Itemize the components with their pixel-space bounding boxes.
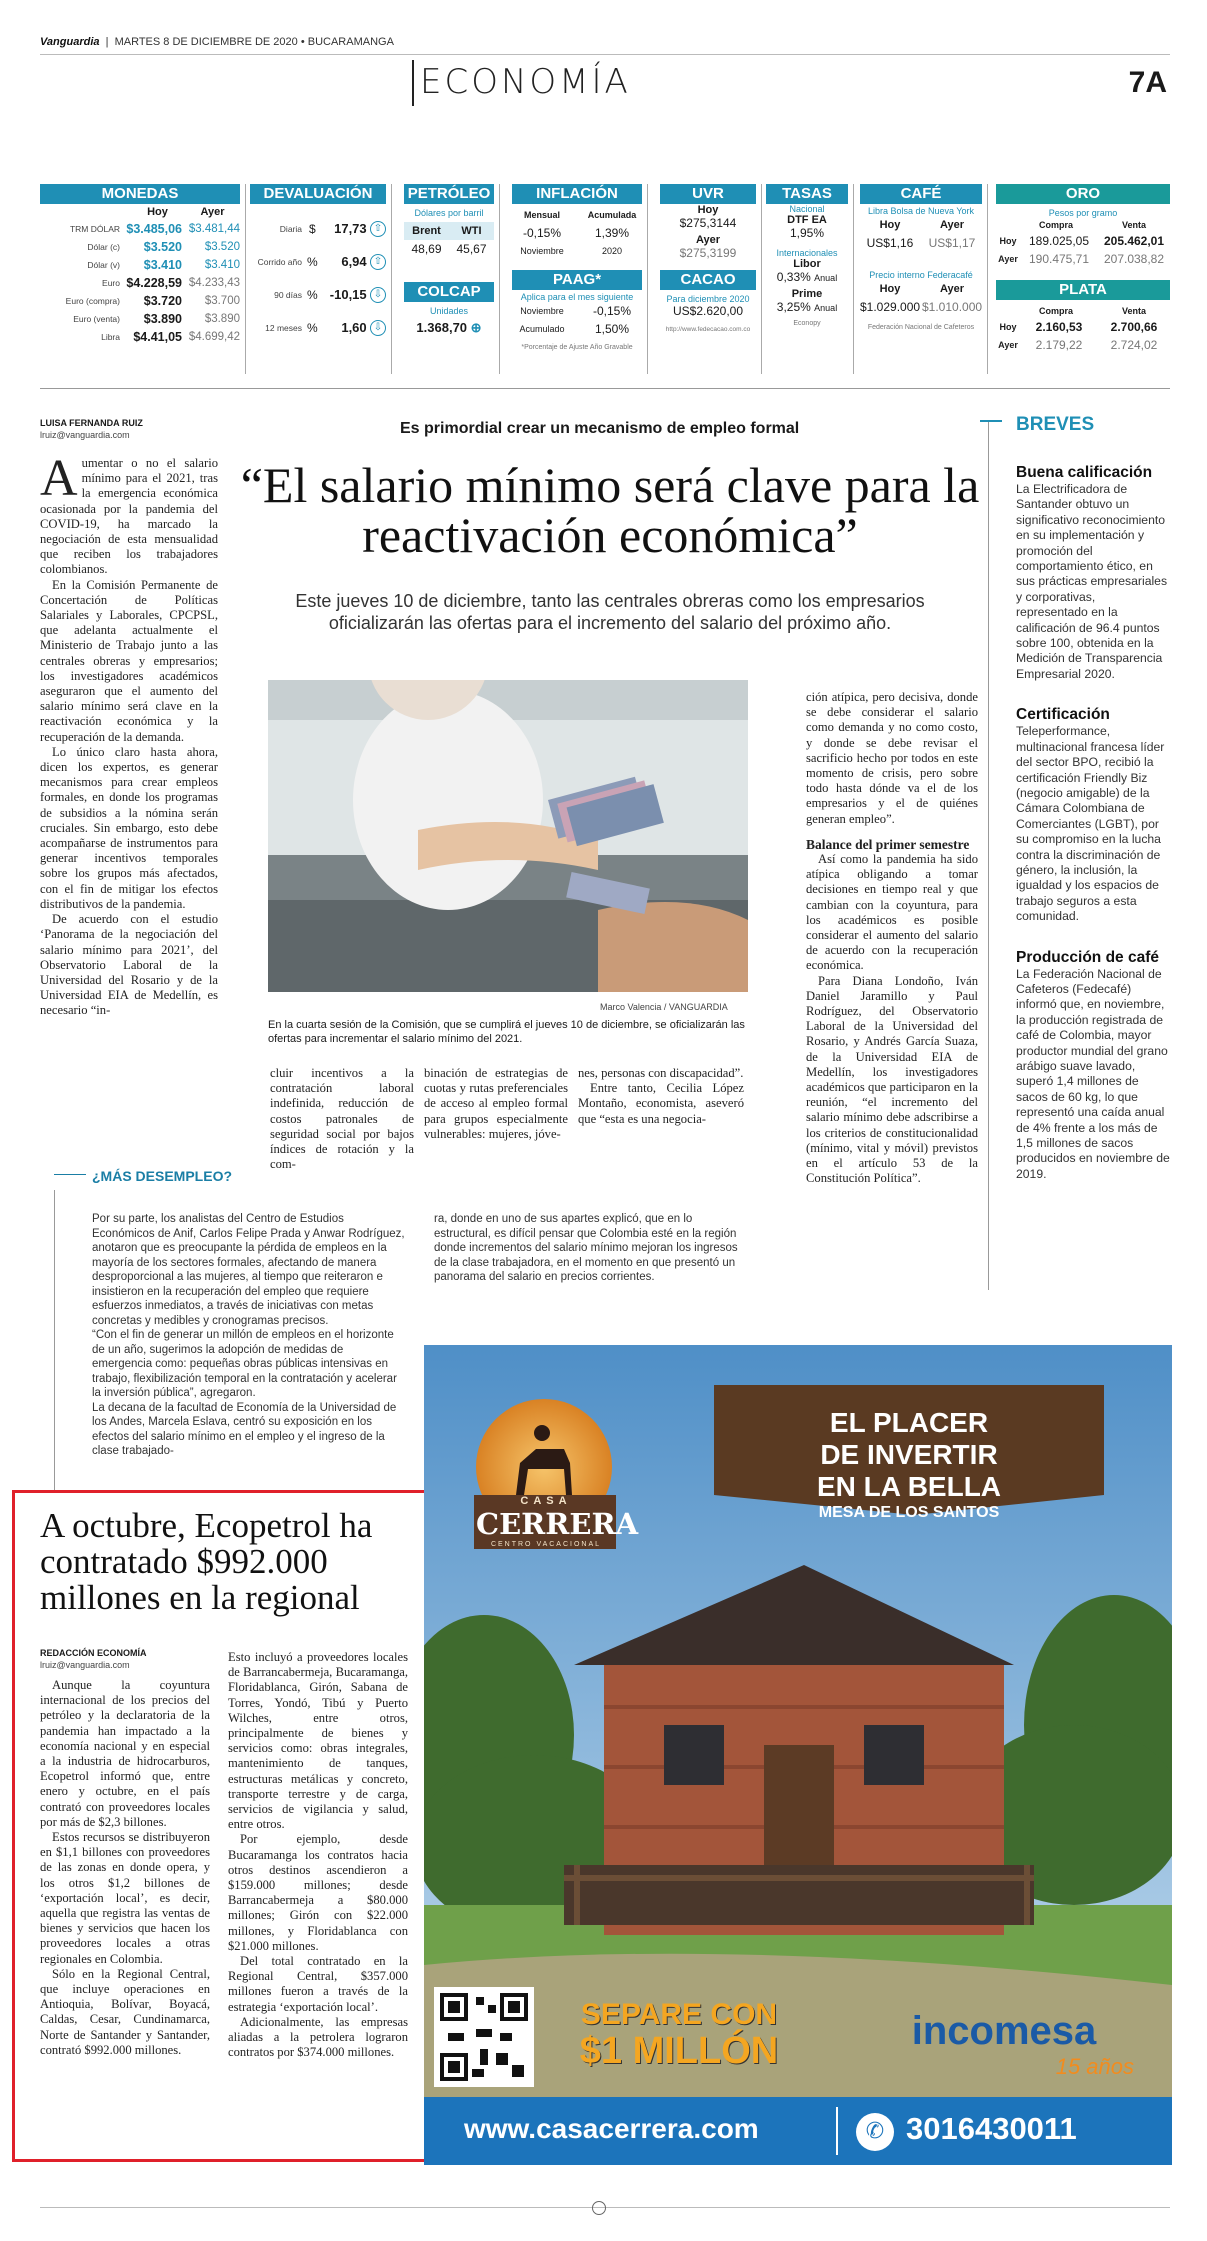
paragraph: Sólo en la Regional Central, que incluye operaciones en Antioquia, Bolívar, Boyacá, Caldas, Cesar, Cundinamarca, Norte de Santander y Santander, contrató $992.000 millones. bbox=[40, 1966, 210, 2057]
moneda-hoy: $3.720 bbox=[143, 294, 182, 308]
cafe-box bbox=[860, 184, 982, 374]
ecopetrol-email: lruiz@vanguardia.com bbox=[40, 1660, 130, 1670]
colcap-value: 1.368,70 ⊕ bbox=[416, 320, 482, 335]
moneda-ayer: $3.890 bbox=[204, 313, 240, 325]
breve-head: Producción de café bbox=[1016, 948, 1159, 966]
cacao-source: http://www.fedecacao.com.co bbox=[665, 326, 751, 333]
moneda-label: Euro (compra) bbox=[65, 296, 120, 306]
col3-text: binación de estrategias de cuotas y rutas preferenciales de acceso al empleo formal para grupos especialmente vulnerables: mujeres, jóve- bbox=[424, 1066, 568, 1141]
down-arrow-icon: ⇩ bbox=[370, 320, 386, 336]
plata-hoy-venta: 2.700,66 bbox=[1110, 320, 1158, 334]
paag-r2: 1,50% bbox=[594, 322, 630, 336]
oro-venta-label: Venta bbox=[1121, 220, 1146, 230]
tasas-nacional: Nacional bbox=[789, 204, 825, 214]
plata-title: PLATA bbox=[996, 280, 1170, 300]
breve-item bbox=[1016, 464, 1170, 682]
plata-ayer-venta: 2.724,02 bbox=[1110, 338, 1158, 352]
breve-text: Teleperformance, multinacional francesa líder del sector BPO, recibió la certificación Friendly Biz (negocio amigable) de la Cámara Colombiana de Comerciantes (LGBT), por su compromiso en la lucha contra la discriminación de género, la inclusión, la igualdad y los espacios de trabajo seguros a esta comunidad. bbox=[1016, 724, 1165, 924]
ad-sign-3: EN LA BELLA bbox=[816, 1471, 1002, 1502]
plata-compra-label: Compra bbox=[1038, 306, 1073, 316]
article-email: lruiz@vanguardia.com bbox=[40, 430, 130, 440]
cafe-ayer: US$1,17 bbox=[928, 236, 976, 250]
up-arrow-icon: ⇧ bbox=[370, 254, 386, 270]
devaluacion-row bbox=[250, 278, 386, 311]
ecopetrol-author: REDACCIÓN ECONOMÍA bbox=[40, 1648, 147, 1658]
cacao-value: US$2.620,00 bbox=[672, 304, 744, 318]
cafe-sub: Libra Bolsa de Nueva York bbox=[867, 206, 975, 216]
moneda-ayer: $3.410 bbox=[204, 259, 240, 271]
article-headline: “El salario mínimo será clave para la reactivación económica” bbox=[240, 457, 980, 563]
ad-sign-2: DE INVERTIR bbox=[820, 1439, 998, 1470]
inflacion-col1: Mensual bbox=[523, 210, 560, 220]
date-text: MARTES 8 DE DICIEMBRE DE 2020 • BUCARAMANGA bbox=[114, 36, 394, 48]
inflacion-l1: Noviembre bbox=[520, 246, 564, 256]
cafe-title: CAFÉ bbox=[860, 184, 982, 204]
plata-ayer-compra: 2.179,22 bbox=[1035, 338, 1083, 352]
cafe-sub2: Precio interno Federacafé bbox=[869, 270, 973, 280]
devaluacion-value: -10,15 bbox=[329, 287, 367, 302]
moneda-row bbox=[40, 238, 240, 256]
cafe-ayer-label: Ayer bbox=[939, 219, 965, 231]
qr-code-graphic bbox=[440, 1993, 528, 2081]
registration-mark-icon bbox=[592, 2201, 606, 2215]
uvr-ayer-label: Ayer bbox=[695, 234, 721, 246]
devaluacion-label: 12 meses bbox=[265, 322, 302, 333]
inflacion-box bbox=[512, 184, 642, 374]
moneda-hoy: $3.410 bbox=[143, 258, 182, 272]
tasas-title: TASAS bbox=[766, 184, 848, 204]
uvr-ayer: $275,3199 bbox=[679, 246, 737, 260]
moneda-hoy: $4.228,59 bbox=[126, 276, 182, 290]
devaluacion-row bbox=[250, 212, 386, 245]
moneda-ayer: $4.233,43 bbox=[188, 277, 240, 289]
article-subhead: Balance del primer semestre bbox=[806, 836, 970, 852]
paragraph: umentar o no el salario mínimo para el 2021, tras la emergencia económica ocasionada por la pandemia del COVID-19, ha marcado la negociación de esta mensualidad que reciben los trabajadores colombianos. bbox=[40, 456, 218, 577]
brent-label: Brent bbox=[412, 225, 441, 237]
md-col2 bbox=[434, 1212, 750, 1285]
brand-name: Vanguardia bbox=[40, 36, 100, 48]
breves-list bbox=[1016, 464, 1170, 1182]
moneda-label: Dólar (c) bbox=[87, 242, 120, 252]
devaluacion-unit: % bbox=[306, 320, 318, 335]
breve-text: La Federación Nacional de Cafeteros (Fedecafé) informó que, en noviembre, la producción registrada de café de Colombia, mayor productor mundial del grano arábigo suave lavado, superó 1,4 millones de sacos de 60 kg, lo que representó una caída anual de 4% frente a los más de 1,5 millones de sacos producidos en noviembre de 2019. bbox=[1016, 966, 1170, 1181]
paag-sub: Aplica para el mes siguiente bbox=[520, 292, 634, 302]
libor-label: Libor bbox=[793, 258, 821, 270]
tasas-dtf: 1,95% bbox=[789, 226, 825, 240]
plata-hoy-label: Hoy bbox=[999, 322, 1017, 332]
ad-brand: CERRERA bbox=[476, 1507, 639, 1541]
tasas-source: Econopy bbox=[793, 320, 821, 327]
moneda-ayer: $3.520 bbox=[204, 241, 240, 253]
paragraph: De acuerdo con el estudio ‘Panorama de la negociación del salario mínimo para 2021’, del Observatorio Laboral de la Universidad del Rosario y de la Universidad EIA de Medellín, es necesario “in- bbox=[40, 912, 218, 1018]
brent-value: 48,69 bbox=[411, 242, 442, 256]
plata-venta-label: Venta bbox=[1121, 306, 1146, 316]
col2-text: cluir incentivos a la contratación laboral indefinida, reducción de costos patronales de seguridad social por bajos índices de rotación y la com- bbox=[270, 1066, 414, 1172]
oro-hoy-compra: 189.025,05 bbox=[1028, 234, 1090, 248]
moneda-ayer: $4.699,42 bbox=[188, 331, 240, 343]
wti-value: 45,67 bbox=[456, 242, 487, 256]
moneda-row bbox=[40, 292, 240, 310]
photo-credit: Marco Valencia / VANGUARDIA bbox=[600, 1002, 728, 1012]
col-ayer: Ayer bbox=[200, 206, 225, 218]
ad-cta-2: $1 MILLÓN bbox=[579, 2030, 779, 2072]
wti-label: WTI bbox=[461, 225, 482, 237]
devaluacion-value: 17,73 bbox=[334, 221, 367, 236]
paragraph: Aunque la coyuntura internacional de los precios del petróleo y la declaratoria de la pandemia han impactado a la economía nacional y en especial a la industria de hidrocarburos, Ecopetrol informó que, entre enero y octubre, en el país contrató con proveedores locales por más de $2,3 billones. bbox=[40, 1678, 210, 1829]
moneda-label: Libra bbox=[101, 332, 120, 342]
whatsapp-icon[interactable]: ✆ bbox=[856, 2113, 894, 2151]
header-rule bbox=[40, 54, 1170, 55]
col-hoy: Hoy bbox=[147, 206, 168, 218]
cafe-hoy-label: Hoy bbox=[879, 219, 901, 231]
devaluacion-row bbox=[250, 311, 386, 344]
ad-phone[interactable]: 3016430011 bbox=[906, 2111, 1077, 2146]
paragraph: Por ejemplo, desde Bucaramanga los contratos hacia otros destinos ascendieron a $159.000 millones; desde Barrancabermeja a $80.000 millones; Girón con $22.000 millones, y Floridablanca con $21.000 millones. bbox=[228, 1832, 408, 1953]
devaluacion-title: DEVALUACIÓN bbox=[250, 184, 386, 204]
moneda-row bbox=[40, 256, 240, 274]
section-divider bbox=[412, 60, 414, 106]
ad-brand-sub: CENTRO VACACIONAL bbox=[490, 1541, 602, 1548]
devaluacion-label: 90 días bbox=[274, 289, 302, 300]
page-number: 7A bbox=[1128, 66, 1167, 99]
breves-rule bbox=[988, 420, 989, 1290]
petroleo-title: PETRÓLEO bbox=[404, 184, 494, 204]
prime-value: 3,25% Anual bbox=[776, 300, 838, 314]
paragraph: En la Comisión Permanente de Concertación de Políticas Salariales y Laborales, CPCPSL, que adelanta actualmente el Ministerio de Trabajo junto a las centrales obreras y empresarios; los investigadores académicos aseguraron que el aumento del salario mínimo será clave en la reactivación económica y la recuperación de la demanda. bbox=[40, 577, 218, 744]
qr-code-icon[interactable] bbox=[434, 1987, 534, 2087]
md-col1 bbox=[92, 1212, 406, 1459]
uvr-box bbox=[660, 184, 756, 374]
paragraph: Del total contratado en la Regional Central, $357.000 millones fueron a través de la estrategia ‘exportación local’. bbox=[228, 1954, 408, 2014]
moneda-ayer: $3.700 bbox=[204, 295, 240, 307]
breve-head: Certificación bbox=[1016, 706, 1110, 724]
inflacion-col2: Acumulada bbox=[587, 210, 637, 220]
breve-item bbox=[1016, 949, 1170, 1183]
devaluacion-row bbox=[250, 245, 386, 278]
moneda-label: Dólar (v) bbox=[87, 260, 120, 270]
indicators-rule bbox=[40, 388, 1170, 389]
uvr-hoy: $275,3144 bbox=[679, 216, 737, 230]
ecopetrol-headline: A octubre, Ecopetrol ha contratado $992.000 millones en la regional bbox=[40, 1506, 373, 1617]
md-side-rule bbox=[54, 1190, 55, 1490]
libor-value: 0,33% Anual bbox=[776, 270, 838, 284]
ecopetrol-col2 bbox=[228, 1650, 408, 2060]
moneda-hoy: $3.890 bbox=[143, 312, 182, 326]
moneda-row bbox=[40, 220, 240, 238]
plata-ayer-label: Ayer bbox=[998, 340, 1018, 350]
paragraph: Estos recursos se distribuyeron en $1,1 billones con proveedores de las zonas en donde opera, y los otros $1,2 billones de ‘exportación local’, es decir, aquella que registra las ventas de bienes y servicios que hacen los proveedores locales a otras regionales en Colombia. bbox=[40, 1830, 210, 1966]
breve-head: Buena calificación bbox=[1016, 464, 1153, 481]
devaluacion-label: Diaria bbox=[279, 223, 302, 234]
up-arrow-icon: ⇧ bbox=[370, 221, 386, 237]
paragraph: Así como la pandemia ha sido atípica obligando a tomar decisiones en tiempo real y que cambian con la coyuntura, para los académicos es posible considerar el aumento del salario de acuerdo con la recuperación económica. bbox=[806, 852, 978, 973]
devaluacion-box bbox=[250, 184, 386, 374]
down-arrow-icon: ⇩ bbox=[370, 287, 386, 303]
devaluacion-value: 1,60 bbox=[341, 320, 367, 335]
moneda-hoy: $4.41,05 bbox=[133, 330, 182, 344]
cacao-sub: Para diciembre 2020 bbox=[666, 294, 750, 304]
cafe-ayer2: $1.010.000 bbox=[922, 300, 983, 314]
moneda-label: TRM DÓLAR bbox=[69, 224, 120, 234]
moneda-ayer: $3.481,44 bbox=[188, 223, 240, 235]
moneda-label: Euro bbox=[102, 278, 120, 288]
colcap-title: COLCAP bbox=[404, 282, 494, 302]
breves-title: BREVES bbox=[1016, 414, 1095, 435]
plata-hoy-compra: 2.160,53 bbox=[1035, 320, 1083, 334]
dropcap: A bbox=[40, 456, 78, 507]
cafe-source: Federación Nacional de Cafeteros bbox=[867, 324, 975, 331]
monedas-title: MONEDAS bbox=[40, 184, 240, 204]
paragraph: Adicionalmente, las empresas aliadas a la petrolera lograron contratos por $374.000 millones. bbox=[228, 2014, 408, 2060]
up-arrow-icon: ⊕ bbox=[470, 320, 482, 335]
colcap-sub: Unidades bbox=[429, 306, 469, 316]
partner-logo bbox=[864, 2009, 1144, 2080]
paragraph: Para Diana Londoño, Iván Daniel Jaramillo y Paul Rodríguez, del Observatorio Laboral de la Universidad del Rosario, y Andrés García Suaza, de la Universidad EIA de Medellín, los investigadores académicos que participaron en la reunión, “el incremento del salario mínimo debe adscribirse a los criterios de constitucionalidad (mínimo, vital y móvil) previstos en el artículo 53 de la Constitución Política”. bbox=[806, 973, 978, 1186]
oro-hoy-label: Hoy bbox=[999, 236, 1017, 246]
devaluacion-value: 6,94 bbox=[341, 254, 367, 269]
article-photo bbox=[268, 680, 748, 992]
cacao-title: CACAO bbox=[660, 270, 756, 290]
paag-note: *Porcentaje de Ajuste Año Gravable bbox=[521, 344, 633, 351]
paag-title: PAAG* bbox=[512, 270, 642, 290]
paragraph: ción atípica, pero decisiva, donde se debe considerar el salario como demanda y no como costo, y donde se debe revisar el sacrificio hecho por todos en este momento de crisis, pero sobre todo hasta dónde va el de los empresarios y el de quiénes generan empleo”. bbox=[806, 690, 978, 826]
article-kicker: Es primordial crear un mecanismo de empleo formal bbox=[400, 420, 800, 437]
article-col1 bbox=[40, 456, 218, 1156]
paragraph: Lo único claro hasta ahora, dicen los expertos, es generar mecanismos para crear empleos formales, en donde los programas de subsidios a la nómina serán cruciales. Sin embargo, esto debe acompañarse de instrumentos para generar incentivos temporales sobre los grupos más afectados, con el fin de mitigar los efectos distributivos de la pandemia. bbox=[40, 744, 218, 911]
photo-caption: En la cuarta sesión de la Comisión, que se cumplirá el jueves 10 de diciembre, se oficializarán las ofertas para incrementar el salario mínimo del 2021. bbox=[268, 1019, 745, 1045]
moneda-row bbox=[40, 310, 240, 328]
oro-ayer-venta: 207.038,82 bbox=[1103, 252, 1165, 266]
oro-ayer-compra: 190.475,71 bbox=[1028, 252, 1090, 266]
paag-r2-label: Acumulado bbox=[519, 324, 565, 334]
paag-r1: -0,15% bbox=[592, 304, 632, 318]
partner-sub: 15 años bbox=[1055, 2054, 1134, 2079]
article-col4 bbox=[578, 1066, 744, 1127]
oro-hoy-venta: 205.462,01 bbox=[1103, 234, 1165, 248]
prime-label: Prime bbox=[791, 288, 823, 300]
article-col5 bbox=[806, 690, 978, 1187]
cafe-hoy: US$1,16 bbox=[866, 236, 914, 250]
ad-cta bbox=[564, 1997, 794, 2072]
devaluacion-unit: $ bbox=[308, 221, 316, 236]
uvr-title: UVR bbox=[660, 184, 756, 204]
moneda-hoy: $3.520 bbox=[143, 240, 182, 254]
oro-box bbox=[996, 184, 1170, 374]
cafe-hoy2: $1.029.000 bbox=[860, 300, 921, 314]
oro-sub: Pesos por gramo bbox=[1048, 208, 1118, 218]
article-col3 bbox=[424, 1066, 568, 1142]
ecopetrol-col1 bbox=[40, 1678, 210, 2058]
inflacion-l2: 2020 bbox=[601, 246, 623, 256]
paragraph: nes, personas con discapacidad”. bbox=[578, 1066, 744, 1080]
moneda-row bbox=[40, 274, 240, 292]
ad-sign-4: MESA DE LOS SANTOS bbox=[818, 1504, 1000, 1521]
breves-tick bbox=[980, 420, 1002, 422]
paragraph: “Con el fin de generar un millón de empleos en el horizonte de un año, sugerimos la adopción de medidas de emergencia como: pequeñas obras públicas intensivas en trabajo, flexibilización temporal en la contratación y acelerar la inversión pública”, agregaron. bbox=[92, 1329, 397, 1399]
inflacion-acumulada: 1,39% bbox=[594, 226, 630, 240]
petroleo-sub: Dólares por barril bbox=[414, 208, 484, 218]
devaluacion-unit: % bbox=[306, 254, 318, 269]
oro-ayer-label: Ayer bbox=[998, 254, 1018, 264]
petroleo-box bbox=[404, 184, 494, 374]
moneda-row bbox=[40, 328, 240, 346]
paragraph: Esto incluyó a proveedores locales de Barrancabermeja, Bucaramanga, Floridablanca, Girón, Sabana de Torres, Yondó, Tibú y Puerto Wilches, entre otros, principalmente de bienes y servicios como: obras integrales, mantenimiento de tanques, estructuras metálicas y concreto, transporte terrestre y de carga, servicios de vigilancia y salud, entre otros. bbox=[228, 1650, 408, 1832]
tasas-intl: Internacionales bbox=[776, 248, 838, 258]
tasas-box bbox=[766, 184, 848, 374]
dateline: Vanguardia | MARTES 8 DE DICIEMBRE DE 2020 • BUCARAMANGA bbox=[40, 36, 394, 48]
casa-cerrera-ad[interactable] bbox=[424, 1345, 1172, 2165]
paragraph: Entre tanto, Cecilia López Montaño, economista, aseveró que “esta es una negocia- bbox=[578, 1081, 744, 1126]
tasas-dtf-label: DTF EA bbox=[787, 214, 827, 226]
paragraph: Por su parte, los analistas del Centro de Estudios Económicos de Anif, Carlos Felipe Prada y Anwar Rodríguez, anotaron que es preocupante la pérdida de empleos en la mayoría de los sectores formales, afectando de manera desproporcional a las mujeres, al tiempo que reiteraron e insistieron en la recuperación del empleo que requiere esfuerzos inmediatos, a través de iniciativas con metas concretas y medibles y cronogramas precisos. bbox=[92, 1213, 405, 1327]
moneda-label: Euro (venta) bbox=[73, 314, 120, 324]
oro-compra-label: Compra bbox=[1038, 220, 1073, 230]
cafe-ayer2-label: Ayer bbox=[939, 283, 965, 295]
ad-brand-top: CASA bbox=[520, 1495, 572, 1507]
moneda-hoy: $3.485,06 bbox=[126, 222, 182, 236]
article-author: LUISA FERNANDA RUIZ bbox=[40, 418, 143, 428]
ad-divider bbox=[836, 2107, 838, 2155]
ad-cta-1: SEPARE CON bbox=[580, 1998, 778, 2031]
ad-sign bbox=[724, 1407, 1094, 1523]
oro-title: ORO bbox=[996, 184, 1170, 204]
inflacion-mensual: -0,15% bbox=[522, 226, 562, 240]
paag-r1-label: Noviembre bbox=[520, 306, 564, 316]
inflacion-title: INFLACIÓN bbox=[512, 184, 642, 204]
monedas-box bbox=[40, 184, 240, 374]
ad-url[interactable]: www.casacerrera.com bbox=[464, 2113, 759, 2144]
uvr-hoy-label: Hoy bbox=[697, 204, 719, 216]
devaluacion-label: Corrido año bbox=[257, 256, 302, 267]
breve-item bbox=[1016, 706, 1170, 924]
md-p2: ra, donde en uno de sus apartes explicó, que en lo estructural, es difícil pensar que Colombia esté en la región donde incrementos del salario mínimo mejoran los ingresos de la clase trabajadora, en el momento en que presentó un panorama del salario en precios corrientes. bbox=[434, 1213, 738, 1283]
partner-name: incomesa bbox=[911, 2009, 1097, 2053]
breve-text: La Electrificadora de Santander obtuvo un significativo reconocimiento en su implementación y promoción del comportamiento ético, en sus prácticas empresariales y corporativas, representado en la calificación de 96.4 puntos sobre 100, obtenida en la Medición de Transparencia Empresarial 2020. bbox=[1016, 482, 1168, 681]
article-deck: Este jueves 10 de diciembre, tanto las centrales obreras como los empresarios oficializarán las ofertas para el incremento del salario del próximo año. bbox=[295, 591, 925, 633]
devaluacion-unit: % bbox=[306, 287, 318, 302]
section-title: ECONOMÍA bbox=[420, 62, 631, 102]
article-col2 bbox=[270, 1066, 414, 1172]
cashier-photo bbox=[268, 680, 748, 992]
paragraph: La decana de la facultad de Economía de la Universidad de los Andes, Marcela Eslava, centró su exposición en los efectos del salario mínimo en el empleo y el ingreso de la clase trabajado- bbox=[92, 1401, 397, 1457]
md-rule bbox=[54, 1174, 86, 1175]
md-title: ¿MÁS DESEMPLEO? bbox=[92, 1168, 233, 1184]
cafe-hoy2-label: Hoy bbox=[879, 283, 901, 295]
ad-sign-1: EL PLACER bbox=[829, 1407, 989, 1438]
